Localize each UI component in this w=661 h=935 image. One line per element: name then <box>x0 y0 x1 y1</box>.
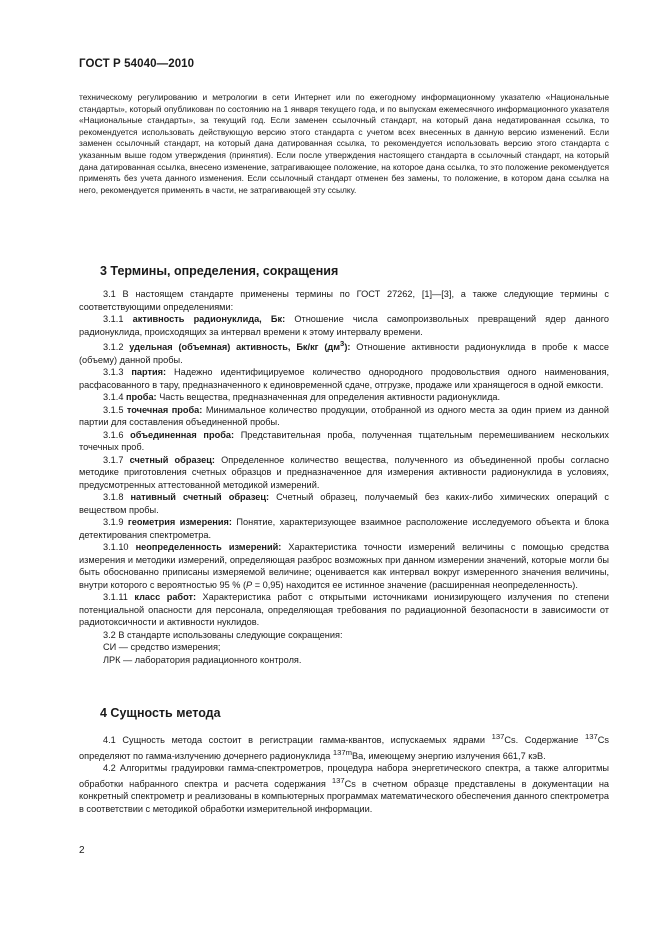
term-name: объединенная проба: <box>130 429 235 440</box>
term-definition: Счетный образец, получаемый без каких-либо химических операций с веществом пробы. <box>79 492 609 515</box>
term-definition: Отношение активности радионуклида в пробе к массе (объему) данной пробы. <box>79 342 609 365</box>
term-number: 3.1.10 <box>103 542 129 553</box>
term-definition: Понятие, характеризующее взаимное расположение исследуемого объекта и блока детектирования спектрометра. <box>79 517 609 540</box>
term-definition: Отношение числа самопроизвольных превращений ядер данного радионуклида, происходящих за интервал времени к этому интервалу времени. <box>79 314 609 337</box>
term-number: 3.1.6 <box>103 429 124 440</box>
term-number: 3.1.7 <box>103 454 124 465</box>
definition-part: = 0,95) находится ее истинное значение (расширенная неопределенность). <box>252 579 578 590</box>
isotope-mass-number: 137m <box>332 747 353 757</box>
term-3-1-10 <box>79 541 609 591</box>
term-number: 3.1.11 <box>103 592 128 603</box>
intro-text: техническому регулированию и метрологии в сети Интернет или по ежегодному информационному указателю «Национальные стандарты», который опубликован по состоянию на 1 января текущего года, и по выпускам ежемесячного информационного указателя «Национальные стандарты», за текущий год. Если заменен ссылочный стандарт, на который дана недатированная ссылка, то рекомендуется использовать действующую версию этого стандарта с учетом всех внесенных в данную версию изменений. Если заменен ссылочный стандарт, на который дана датированная ссылка, то рекомендуется использовать версию этого стандарта с указанным выше годом утверждения (принятия). Если после утверждения настоящего стандарта в ссылочный стандарт, на который дана датированная ссылка, внесено изменение, затрагивающее положение, на которое дана ссылка, то это положение рекомендуется применять без учета данного изменения. Если ссылочный стандарт отменен без замены, то положение, в котором дана ссылка на него, рекомендуется применять в части, не затрагивающей эту ссылку. <box>79 92 609 195</box>
term-superscript: 3 <box>340 339 345 348</box>
clause-4-1 <box>79 731 609 762</box>
term-name <box>129 339 351 353</box>
term-definition: Надежно идентифицируемое количество однородного продовольствия одного наименования, расфасованного в тару, предназначенного к единовременной сдаче, отгрузке, продаже или хранящегося в одной емкости. <box>79 367 609 390</box>
term-name: класс работ: <box>134 592 197 603</box>
term-3-1-9 <box>79 516 609 541</box>
term-name: неопределенность измерений: <box>135 542 282 553</box>
text-part: Cs в счетном образце представлены в документации на конкретный спектрометр и реализованы в компьютерных программах математического обеспечения данного спектрометра в соответствии с методикой обработки измерительной информации. <box>79 778 609 814</box>
term-3-1-6 <box>79 429 609 454</box>
term-name: счетный образец: <box>129 454 215 465</box>
term-3-1-11 <box>79 591 609 629</box>
term-number: 3.1.2 <box>103 342 124 353</box>
document-header: ГОСТ Р 54040—2010 <box>79 58 195 70</box>
term-3-1-3 <box>79 366 609 391</box>
term-definition: Часть вещества, предназначенная для определения активности радионуклида. <box>159 392 501 403</box>
term-definition: Минимальное количество продукции, отобранной из одного места за один прием из данной партии для составления объединенной пробы. <box>79 404 610 428</box>
clause-4-2 <box>79 762 609 815</box>
text-part: Cs. Содержание <box>504 735 585 746</box>
section-4-body <box>79 731 609 815</box>
section-3-title: 3 Термины, определения, сокращения <box>100 264 339 278</box>
section-4-title: 4 Сущность метода <box>100 706 221 720</box>
term-number: 3.1.5 <box>103 404 124 415</box>
term-number: 3.1.3 <box>103 367 124 378</box>
isotope-mass-number: 137 <box>491 732 505 741</box>
text-part: 4.1 Сущность метода состоит в регистрации гамма-квантов, испускаемых ядрами <box>103 735 492 746</box>
term-name: геометрия измерения: <box>127 517 232 528</box>
section-3-body <box>79 288 609 666</box>
term-definition: Характеристика работ с открытыми источниками ионизирующего излучения по степени потенциальной опасности для персонала, определяющая требования по радиационной безопасности в зависимости от радиотоксичности и активности нуклидов. <box>79 592 610 628</box>
term-name: активность радионуклида, Бк: <box>132 314 286 324</box>
term-3-1-7 <box>79 454 609 492</box>
term-number: 3.1.4 <box>103 392 124 403</box>
term-3-1-4 <box>79 391 609 404</box>
term-name: нативный счетный образец: <box>130 492 270 503</box>
term-3-1-8 <box>79 491 609 516</box>
term-definition: Представительная проба, полученная тщательным перемешиванием нескольких точечных проб. <box>79 429 609 453</box>
term-3-1-2 <box>79 338 609 366</box>
abbreviation-si: СИ — средство измерения; <box>103 642 221 653</box>
term-3-1-5 <box>79 404 609 429</box>
isotope-mass-number: 137 <box>331 775 345 785</box>
term-name: партия: <box>131 367 167 378</box>
abbreviation-lrk: ЛРК — лаборатория радиационного контроля. <box>103 654 302 665</box>
term-number: 3.1.8 <box>103 492 124 503</box>
term-name: проба: <box>126 392 157 403</box>
clause-3-1: 3.1 В настоящем стандарте применены термины по ГОСТ 27262, [1]—[3], а также следующие термины с соответствующими определениями: <box>79 289 609 312</box>
isotope-mass-number: 137 <box>584 732 598 741</box>
term-name: точечная проба: <box>126 404 203 415</box>
intro-paragraph <box>79 92 609 196</box>
term-number: 3.1.1 <box>103 314 124 324</box>
term-name-part: удельная (объемная) активность, Бк/кг (дм <box>129 342 341 353</box>
term-name-part: ): <box>344 342 351 353</box>
page-number: 2 <box>79 845 85 856</box>
text-part: Ba, имеющему энергию излучения 661,7 кэВ. <box>352 750 546 761</box>
text-part: 4.2 Алгоритмы градуировки гамма-спектрометров, процедура набора энергетического спектра, а также алгоритмы обработки набранного спектра и расчета содержания <box>79 763 609 789</box>
term-3-1-1 <box>79 313 609 338</box>
clause-3-2: 3.2 В стандарте использованы следующие сокращения: <box>103 629 343 640</box>
probability-symbol: P <box>246 579 253 590</box>
term-number: 3.1.9 <box>103 517 124 528</box>
term-definition: Определенное количество вещества, полученного из объединенной пробы согласно методике приготовления счетных образцов и предназначенное для измерения активности радионуклида в условиях, предусмотренных аттестованной методикой измерений. <box>79 454 609 490</box>
text-part: Cs определяют по гамма-излучению дочернего радионуклида <box>79 735 609 761</box>
definition-part: Характеристика точности измерений величины с помощью средства измерения и методики измерений, определяющая разброс возможных при данном измерении значений, которые могли бы быть обоснованно приписаны измеряемой величине; оценивается как интервал вокруг измеренного значения величины, внутри которого с вероятностью 95 % ( <box>79 542 609 590</box>
